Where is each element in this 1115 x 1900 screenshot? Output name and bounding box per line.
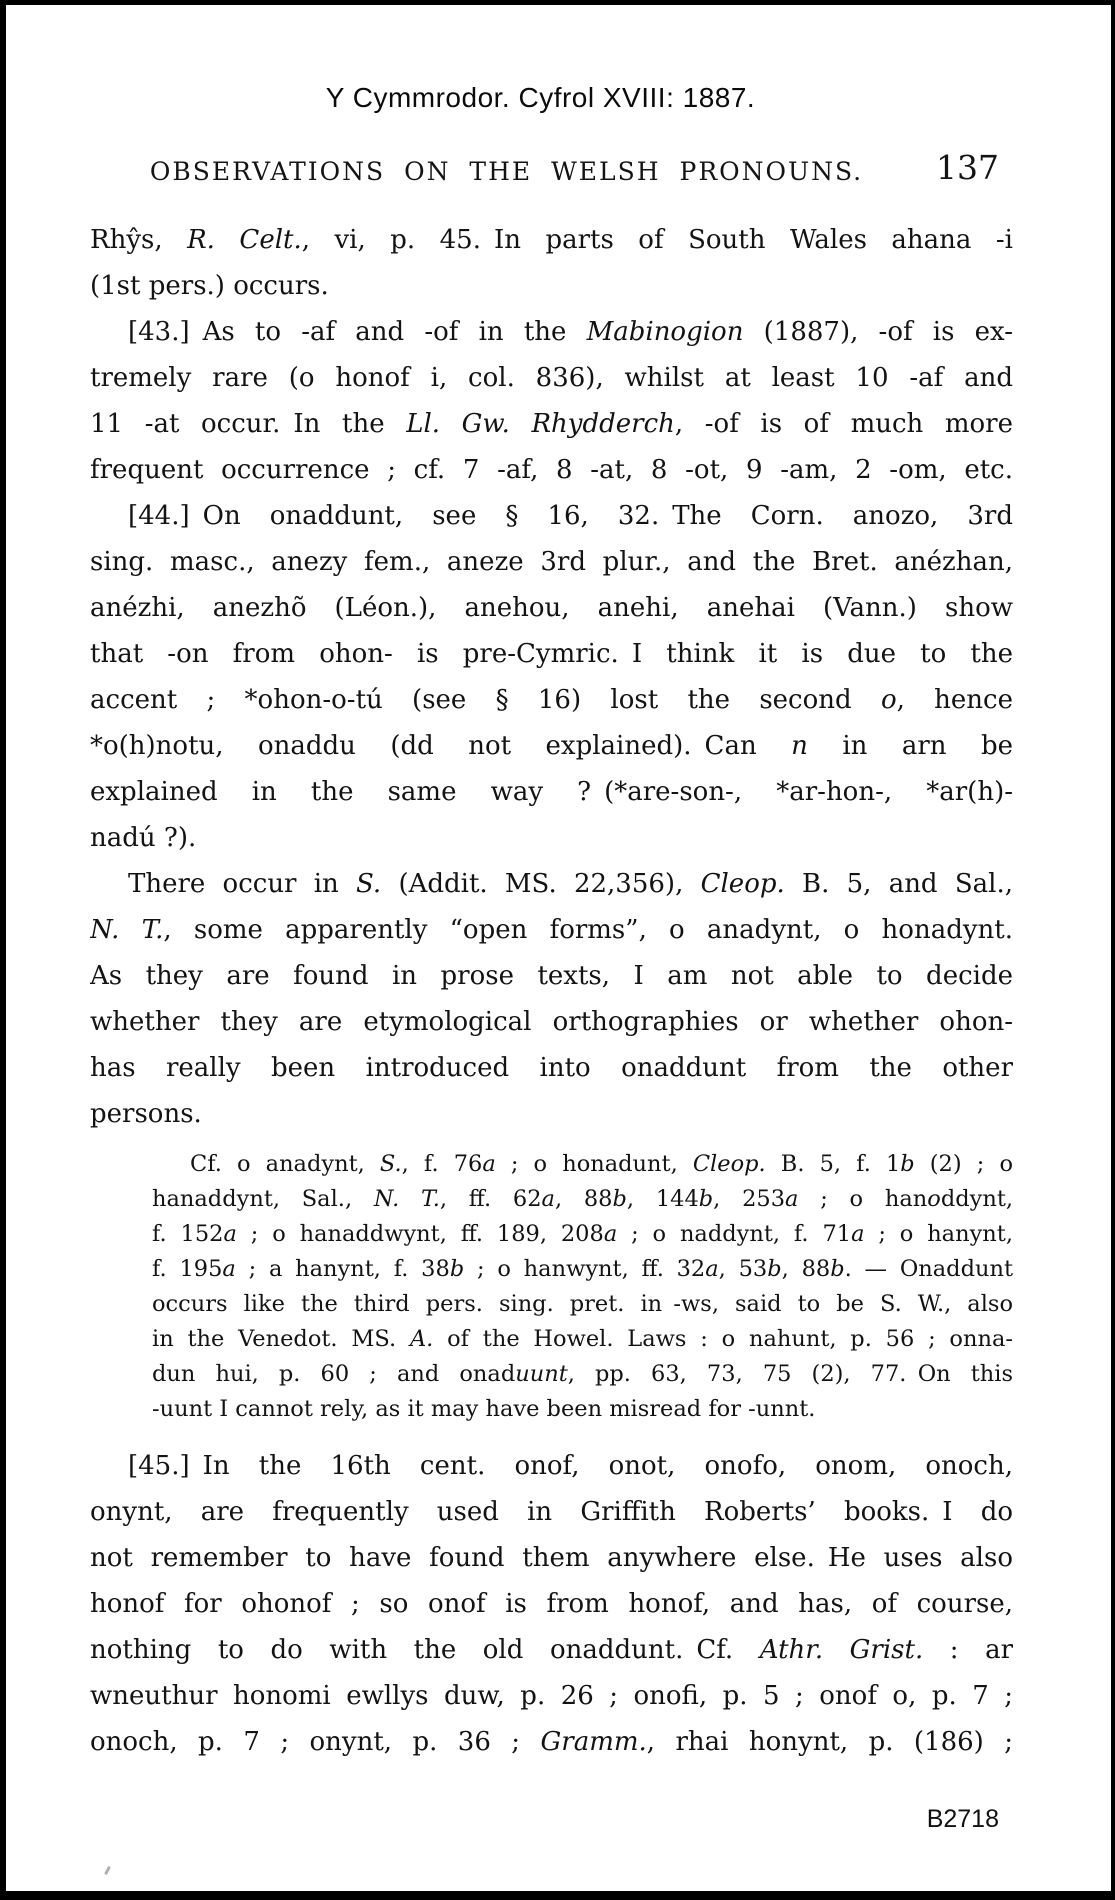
body-paragraph [90,1443,1013,1765]
title-row [6,148,1111,193]
text-segment: . — Onaddunt [844,1256,1013,1282]
text-segment: ; o honadunt, [495,1151,693,1177]
text-line [90,677,1013,723]
text-segment: a [851,1221,865,1247]
text-line [152,1182,1013,1217]
text-segment: (1st pers.) occurs. [90,271,329,301]
text-segment: tremely rare (o honof i, col. 836), whilst at least 10 -af and [90,363,1013,393]
text-segment: B. 5, and Sal., [784,869,1013,899]
text-segment: S. [379,1151,402,1177]
text-segment: in arn be [807,731,1013,761]
text-segment: occurs like the third pers. sing. pret. in -ws, said to be S. W., also [152,1291,1013,1317]
text-segment: [45.] In the 16th cent. onof, onot, onofo, onom, onoch, [128,1451,1013,1481]
plate-mark: B2718 [926,1805,999,1833]
text-line [90,1719,1013,1765]
text-segment: ; a hanynt, f. 38 [235,1256,450,1282]
text-segment: , ff. 62 [439,1186,542,1212]
text-segment: a [705,1256,719,1282]
text-line [90,953,1013,999]
text-line [90,401,1013,447]
text-segment: , 253 [713,1186,786,1212]
text-segment: ddynt, [940,1186,1013,1212]
text-segment: N. T. [90,915,164,945]
text-line [90,1673,1013,1719]
text-segment: persons. [90,1099,202,1129]
text-line [152,1357,1013,1392]
text-line [90,355,1013,401]
text-segment: Mabinogion [586,317,744,347]
text-segment: N. T. [373,1186,440,1212]
text-line [152,1252,1013,1287]
text-line [90,1045,1013,1091]
text-line [90,493,1013,539]
text-segment: dun hui, p. 60 ; and onad [152,1361,516,1387]
text-line [90,447,1013,493]
text-line [90,1091,1013,1137]
text-segment: a [223,1221,237,1247]
text-line [90,585,1013,631]
text-segment: ; o hanwynt, ff. 32 [464,1256,706,1282]
text-line [90,1535,1013,1581]
text-segment: anézhi, anezhõ (Léon.), anehou, anehi, anehai (Vann.) show [90,593,1013,623]
text-segment: frequent occurrence ; cf. 7 -af, 8 -at, 8 -ot, 9 -am, 2 -om, etc. [90,455,1013,485]
text-segment: n [791,731,808,761]
text-segment: a [785,1186,799,1212]
text-segment: , some apparently “open forms”, o anadynt, o honadynt. [163,915,1013,945]
text-line [152,1322,1013,1357]
text-line [90,907,1013,953]
text-segment: Ll. Gw. Rhydderch [406,409,675,439]
text-segment: ; o naddynt, f. 71 [617,1221,852,1247]
text-segment: honof for ohonof ; so onof is from honof, and has, of course, [90,1589,1013,1619]
text-segment: b [449,1256,465,1282]
text-segment: : ar [923,1635,1013,1665]
text-segment: onynt, are frequently used in Griffith Roberts’ books. I do [90,1497,1013,1527]
text-content [90,217,1013,1765]
text-line [152,1217,1013,1252]
text-segment: a [482,1151,496,1177]
text-segment: , 53 [718,1256,768,1282]
text-segment: f. 195 [152,1256,223,1282]
body-paragraph [90,309,1013,493]
text-segment: There occur in [128,869,357,899]
text-segment: hanaddynt, Sal., [152,1186,374,1212]
text-segment: S. [356,869,382,899]
footnote-paragraph [90,1147,1013,1427]
page-surface [6,5,1111,1891]
text-line [90,1489,1013,1535]
text-segment: o [880,685,897,715]
text-segment: of the Howel. Laws : o nahunt, p. 56 ; onna- [433,1326,1013,1352]
text-line [90,999,1013,1045]
text-segment: f. 152 [152,1221,224,1247]
text-segment: nadú ?). [90,823,197,853]
text-segment: a [222,1256,236,1282]
text-segment: B. 5, f. 1 [765,1151,901,1177]
text-segment: wneuthur honomi ewllys duw, p. 26 ; onofi, p. 5 ; onof o, p. 7 ; [90,1681,1013,1711]
text-segment: Athr. Grist. [759,1635,924,1665]
page-number: 137 [936,148,999,187]
text-segment: whether they are etymological orthographies or whether ohon- [90,1007,1013,1037]
text-line [90,1443,1013,1489]
running-title: OBSERVATIONS ON THE WELSH PRONOUNS. [149,157,864,186]
text-segment: *o(h)notu, onaddu (dd not explained). Can [90,731,792,761]
text-segment: (1887), -of is ex- [743,317,1013,347]
text-line [90,861,1013,907]
text-segment: , rhai honynt, p. (186) ; [646,1727,1013,1757]
text-segment: ; o han [798,1186,928,1212]
body-paragraph [90,493,1013,861]
text-segment: explained in the same way ? (*are-son-, *ar-hon-, *ar(h)- [90,777,1013,807]
scan-artifact-mark [104,1866,111,1875]
text-segment: b [900,1151,915,1177]
text-segment: a [541,1186,555,1212]
text-segment: onoch, p. 7 ; onynt, p. 36 ; [90,1727,541,1757]
text-segment: , pp. 63, 73, 75 (2), 77. On this [567,1361,1013,1387]
text-segment: b [698,1186,714,1212]
text-segment: uunt [515,1361,568,1387]
text-line [90,539,1013,585]
text-segment: , vi, p. 45. In parts of South Wales ahana -i [301,225,1013,255]
text-segment: a [603,1221,618,1247]
volume-header: Y Cymmrodor. Cyfrol XVIII: 1887. [325,82,756,113]
text-segment: that -on from ohon- is pre-Cymric. I think it is due to the [90,639,1013,669]
text-segment: Cleop. [692,1151,766,1177]
text-segment: [44.] On onaddunt, see § 16, 32. The Corn. anozo, 3rd [128,501,1013,531]
text-line [152,1392,1013,1427]
text-segment: , f. 76 [401,1151,483,1177]
text-line [90,1581,1013,1627]
text-segment: b [830,1256,845,1282]
text-line [90,815,1013,861]
text-segment: 11 -at occur. In the [90,409,407,439]
text-segment: (Addit. MS. 22,356), [381,869,701,899]
text-segment: -uunt I cannot rely, as it may have been misread for -unnt. [152,1396,816,1422]
body-paragraph [90,217,1013,309]
text-segment: ; o hanaddwynt, ff. 189, 208 [236,1221,604,1247]
text-segment: A. [409,1326,434,1352]
text-segment: not remember to have found them anywhere else. He uses also [90,1543,1013,1573]
text-segment: ; o hanynt, [864,1221,1013,1247]
text-segment: (2) ; o [914,1151,1013,1177]
text-line [90,263,1013,309]
text-line [90,769,1013,815]
text-segment: o [927,1186,941,1212]
text-segment: As they are found in prose texts, I am not able to decide [90,961,1013,991]
text-segment: b [612,1186,627,1212]
text-segment: Rhŷs, [90,225,188,255]
text-line [152,1287,1013,1322]
text-segment: Cf. o anadynt, [190,1151,380,1177]
text-segment: , -of is of much more [674,409,1013,439]
text-segment: nothing to do with the old onaddunt. Cf. [90,1635,760,1665]
text-line [90,217,1013,263]
text-line [90,631,1013,677]
text-line [152,1147,1013,1182]
text-line [90,1627,1013,1673]
text-segment: in the Venedot. MS. [152,1326,410,1352]
text-segment: accent ; *ohon-o-tú (see § 16) lost the second [90,685,881,715]
text-segment: has really been introduced into onaddunt from the other [90,1053,1013,1083]
text-segment: Cleop. [700,869,785,899]
text-segment: sing. masc., anezy fem., aneze 3rd plur., and the Bret. anézhan, [90,547,1013,577]
text-segment: , 88 [554,1186,613,1212]
text-segment: , 88 [781,1256,831,1282]
text-segment: , 144 [626,1186,699,1212]
text-segment: R. Celt. [187,225,302,255]
text-line [90,723,1013,769]
text-segment: [43.] As to -af and -of in the [128,317,587,347]
text-segment: Gramm. [540,1727,647,1757]
text-segment: b [767,1256,782,1282]
body-paragraph [90,861,1013,1137]
text-segment: , hence [896,685,1013,715]
text-line [90,309,1013,355]
